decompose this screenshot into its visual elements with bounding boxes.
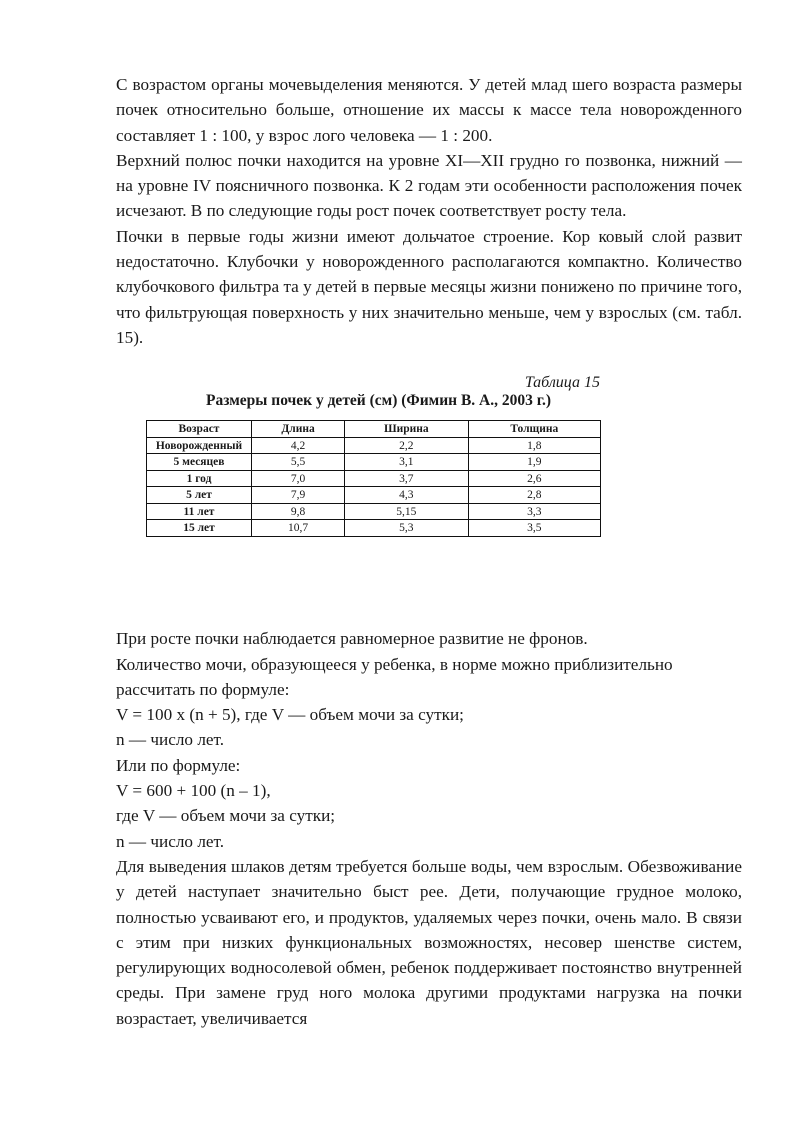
header-thickness: Толщина <box>468 421 600 438</box>
formula-2-note-n: n — число лет. <box>116 831 225 851</box>
formula-1: V = 100 x (n + 5), где V — объем мочи за сутки; <box>116 705 464 725</box>
spacer <box>116 596 742 626</box>
cell-thickness: 2,8 <box>468 487 600 504</box>
table-label: Таблица 15 <box>524 374 600 392</box>
cell-age: 1 год <box>147 470 252 487</box>
formula-2-note-v: где V — объем мочи за сутки; <box>116 806 336 826</box>
formula-1-note: n — число лет. <box>116 730 225 750</box>
table-row <box>147 470 601 487</box>
header-age: Возраст <box>147 421 252 438</box>
table-title: Размеры почек у детей (см) (Фимин В. А., 2003 г.) <box>206 392 552 410</box>
cell-age: Новорожденный <box>147 437 252 454</box>
table-row <box>147 487 601 504</box>
cell-length: 7,9 <box>252 487 345 504</box>
header-width: Ширина <box>345 421 469 438</box>
table-figure <box>116 364 742 596</box>
document-page <box>116 72 742 1031</box>
cell-width: 5,3 <box>345 520 469 537</box>
cell-thickness: 1,8 <box>468 437 600 454</box>
cell-length: 10,7 <box>252 520 345 537</box>
paragraph-water-needs: Для выведения шлаков детям требуется больше воды, чем взрослым. Обезвоживание у детей наступает значительно быст рее. Дети, получающие грудное молоко, полностью усваивают его, и продуктов, удаляемых через почки, очень мало. В связи с этим при низких функциональных возможностях, несовер шенстве систем, регулирующих водносолевой обмен, ребенок поддерживает постоянство внутренней среды. При замене груд ного молока другими продуктами нагрузка на почки возрастает, увеличивается <box>116 856 742 1028</box>
cell-thickness: 3,5 <box>468 520 600 537</box>
cell-age: 5 месяцев <box>147 454 252 471</box>
paragraph-urine-amount: Количество мочи, образующееся у ребенка, в норме можно приблизительно рассчитать по формуле: <box>116 654 673 699</box>
cell-age: 11 лет <box>147 503 252 520</box>
cell-width: 2,2 <box>345 437 469 454</box>
table-row <box>147 503 601 520</box>
table-row <box>147 454 601 471</box>
kidney-size-table <box>146 420 601 537</box>
table-row <box>147 437 601 454</box>
cell-width: 3,1 <box>345 454 469 471</box>
formula-alt-intro: Или по формуле: <box>116 755 241 775</box>
cell-width: 3,7 <box>345 470 469 487</box>
cell-length: 7,0 <box>252 470 345 487</box>
paragraph-age-changes: С возрастом органы мочевыделения меняются. У детей млад шего возраста размеры почек относительно больше, отношение их массы к массе тела новорожденного составляет 1 : 100, у взрос лого человека — 1 : 200. <box>116 75 742 145</box>
table-row <box>147 520 601 537</box>
cell-length: 4,2 <box>252 437 345 454</box>
paragraph-nephron-growth: При росте почки наблюдается равномерное развитие не фронов. <box>116 629 588 649</box>
formula-2: V = 600 + 100 (n – 1), <box>116 781 271 801</box>
cell-thickness: 2,6 <box>468 470 600 487</box>
header-length: Длина <box>252 421 345 438</box>
cell-length: 9,8 <box>252 503 345 520</box>
table-header-row <box>147 421 601 438</box>
paragraph-kidney-structure: Почки в первые годы жизни имеют дольчатое строение. Кор ковый слой развит недостаточно. Клубочки у новорожденного располагаются компактно. Количество клубочкового фильтра та у детей в первые месяцы жизни понижено по причине того, что фильтрующая поверхность у них значительно меньше, чем у взрослых (см. табл. 15). <box>116 226 742 347</box>
cell-width: 5,15 <box>345 503 469 520</box>
cell-width: 4,3 <box>345 487 469 504</box>
paragraph-kidney-position: Верхний полюс почки находится на уровне XI—XII грудно го позвонка, нижний — на уровне IV поясничного позвонка. К 2 годам эти особенности расположения почек исчезают. В по следующие годы рост почек соответствует росту тела. <box>116 150 742 221</box>
cell-length: 5,5 <box>252 454 345 471</box>
cell-thickness: 1,9 <box>468 454 600 471</box>
cell-thickness: 3,3 <box>468 503 600 520</box>
cell-age: 5 лет <box>147 487 252 504</box>
cell-age: 15 лет <box>147 520 252 537</box>
